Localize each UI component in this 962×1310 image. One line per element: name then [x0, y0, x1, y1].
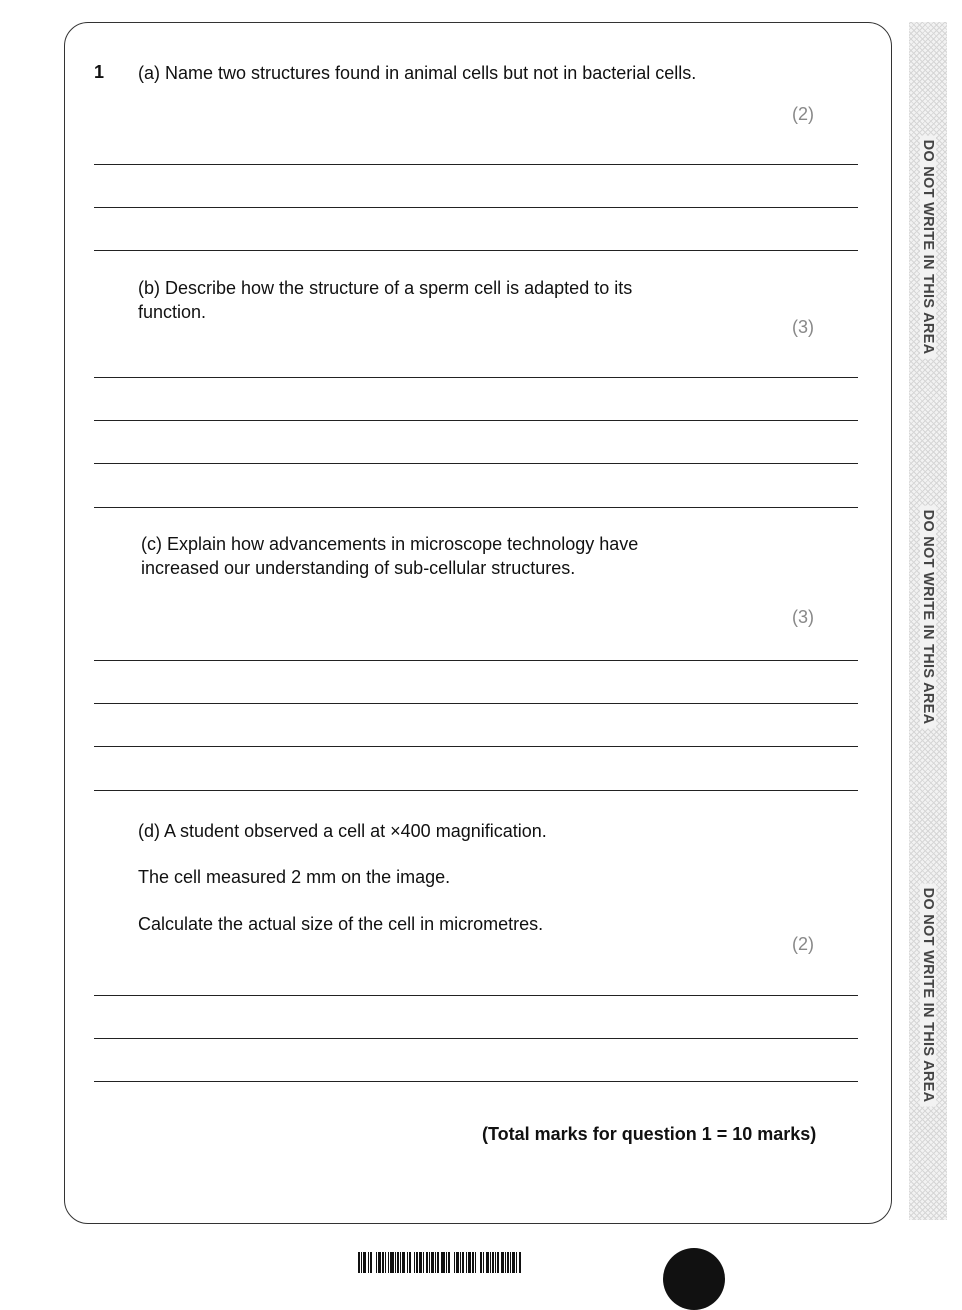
part-a-marks: (2)	[792, 104, 814, 124]
answer-line[interactable]	[94, 995, 858, 996]
answer-line[interactable]	[94, 420, 858, 421]
answer-line[interactable]	[94, 507, 858, 508]
answer-line[interactable]	[94, 746, 858, 747]
part-b-prompt-line1: (b) Describe how the structure of a sperm cell is adapted to its	[138, 278, 633, 298]
question-number: 1	[94, 62, 105, 82]
question-frame	[64, 22, 892, 1224]
answer-line[interactable]	[94, 703, 858, 704]
answer-line[interactable]	[94, 790, 858, 791]
part-d-prompt-line1: (d) A student observed a cell at ×400 magnification.	[138, 821, 547, 841]
do-not-write-label: DO NOT WRITE IN THIS AREA	[920, 136, 936, 359]
part-c-prompt-line2: increased our understanding of sub-cellular structures.	[141, 558, 576, 578]
part-b-marks: (3)	[792, 317, 814, 337]
answer-line[interactable]	[94, 207, 858, 208]
answer-line[interactable]	[94, 1038, 858, 1039]
answer-line[interactable]	[94, 377, 858, 378]
part-b-prompt-line2: function.	[138, 302, 207, 322]
part-c-prompt-line1: (c) Explain how advancements in microscope technology have	[141, 534, 639, 554]
do-not-write-label: DO NOT WRITE IN THIS AREA	[920, 884, 936, 1107]
answer-line[interactable]	[94, 1081, 858, 1082]
part-d-prompt-line3: Calculate the actual size of the cell in micrometres.	[138, 914, 544, 934]
barcode	[358, 1252, 522, 1273]
answer-line[interactable]	[94, 660, 858, 661]
do-not-write-label: DO NOT WRITE IN THIS AREA	[920, 506, 936, 729]
answer-line[interactable]	[94, 250, 858, 251]
part-a-prompt: (a) Name two structures found in animal cells but not in bacterial cells.	[138, 63, 697, 83]
total-marks: (Total marks for question 1 = 10 marks)	[482, 1124, 817, 1144]
part-c-marks: (3)	[792, 607, 814, 627]
page-marker-icon	[663, 1248, 725, 1310]
part-d-marks: (2)	[792, 934, 814, 954]
part-d-prompt-line2: The cell measured 2 mm on the image.	[138, 867, 451, 887]
answer-line[interactable]	[94, 463, 858, 464]
answer-line[interactable]	[94, 164, 858, 165]
